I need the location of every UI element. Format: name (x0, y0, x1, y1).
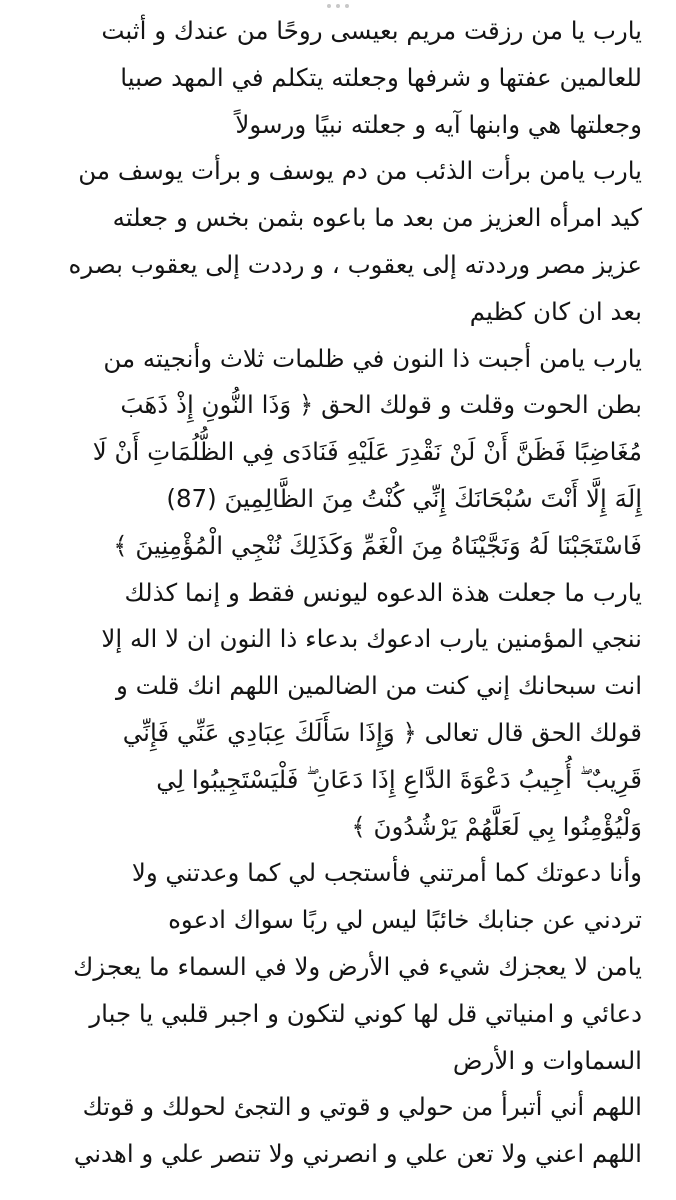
text-line: اللهم اعني ولا تعن علي و انصرني ولا تنصر علي و اهدني (73, 1139, 642, 1169)
text-line: دعائي و امنياتي قل لها كوني لتكون و اجبر قلبي يا جبار (89, 998, 642, 1028)
text-line: يامن لا يعجزك شيء في الأرض ولا في السماء ما يعجزك (73, 951, 642, 981)
text-line: يارب يا من رزقت مريم بعيسى روحًا من عندك و أثبت (101, 16, 642, 45)
quran-line: إِلَهَ إِلَّا أَنْتَ سُبْحَانَكَ إِنِّي كُنْتُ مِنَ الظَّالِمِينَ (87) (166, 483, 642, 513)
quran-line: فَاسْتَجَبْنَا لَهُ وَنَجَّيْنَاهُ مِنَ الْغَمِّ وَكَذَلِكَ نُنْجِي الْمُؤْمِنِينَ ﴾ (113, 530, 642, 560)
text-line: وجعلتها هي وابنها آيه و جعلته نبيًا ورسولاً (235, 109, 642, 139)
quran-line: قَرِيبٌ ۖ أُجِيبُ دَعْوَةَ الدَّاعِ إِذَا دَعَانِ ۖ فَلْيَسْتَجِيبُوا لِي (156, 764, 642, 794)
text-line: اللهم أني أتبرأ من حولي و قوتي و التجئ لحولك و قوتك (82, 1092, 642, 1122)
text-line: عزيز مصر ورددته إلى يعقوب ، و رددت إلى يعقوب بصره (68, 249, 642, 279)
text-line: بعد ان كان كظيم (469, 296, 642, 326)
quran-line: مُغَاضِبًا فَظَنَّ أَنْ لَنْ نَقْدِرَ عَلَيْهِ فَنَادَى فِي الظُّلُمَاتِ أَنْ لَا (92, 437, 642, 467)
text-line: يارب يامن برأت الذئب من دم يوسف و برأت يوسف من (78, 156, 642, 186)
text-line: السماوات و الأرض (452, 1045, 642, 1075)
text-line: كيد امرأه العزيز من بعد ما باعوه بثمن بخس و جعلته (112, 203, 642, 233)
text-line: تردني عن جنابك خائبًا ليس لي ربًا سواك ادعوه (168, 905, 642, 935)
text-line: يارب ما جعلت هذة الدعوه ليونس فقط و إنما كذلك (124, 577, 642, 607)
text-line: وأنا دعوتك كما أمرتني فأستجب لي كما وعدتني ولا (131, 858, 642, 888)
text-line: بطن الحوت وقلت و قولك الحق ﴿ وَذَا النُّونِ إِذْ ذَهَبَ (120, 390, 642, 420)
quran-line: وَلْيُؤْمِنُوا بِي لَعَلَّهُمْ يَرْشُدُونَ ﴾ (351, 811, 642, 841)
text-line: انت سبحانك إني كنت من الضالمين اللهم انك قلت و (116, 671, 642, 701)
text-line: للعالمين عفتها و شرفها وجعلته يتكلم في المهد صبيا (120, 62, 642, 92)
text-line: قولك الحق قال تعالى ﴿ وَإِذَا سَأَلَكَ عِبَادِي عَنِّي فَإِنِّي (122, 717, 642, 747)
document-body (34, 8, 642, 1178)
text-line: يارب يامن أجبت ذا النون في ظلمات ثلاث وأنجيته من (103, 343, 642, 373)
text-line: ننجي المؤمنين يارب ادعوك بدعاء ذا النون ان لا اله إلا (101, 624, 642, 654)
